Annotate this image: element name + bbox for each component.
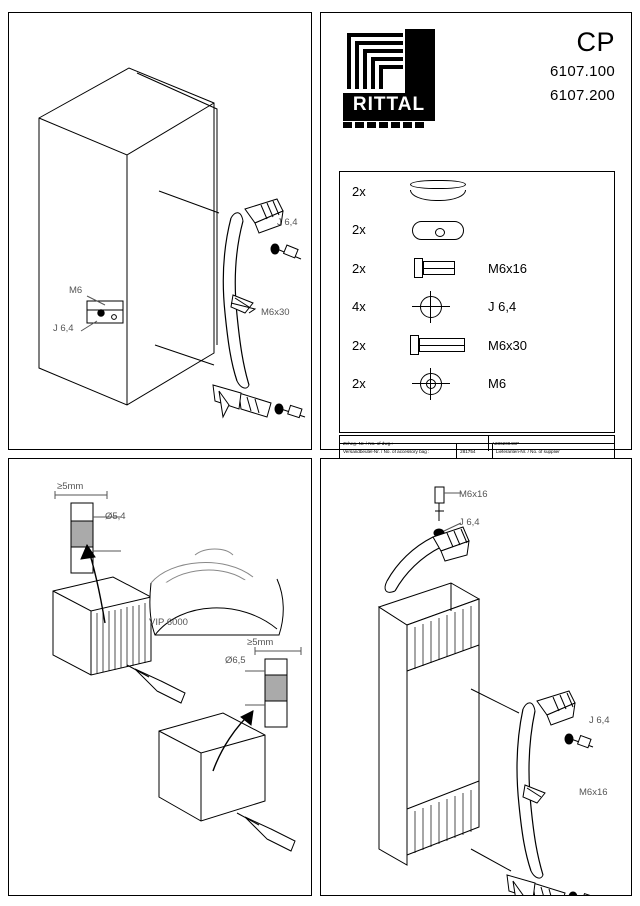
label-vip-6000: VIP 6000 <box>149 617 188 628</box>
page-title: CP <box>576 27 615 57</box>
part-label: M6x30 <box>488 337 528 353</box>
part-number-2: 6107.200 <box>550 87 615 104</box>
label-j64-top-right: J 6,4 <box>459 517 480 528</box>
table-row <box>340 288 614 327</box>
footer-dwg-value: A2362004CP <box>491 441 520 446</box>
part-icon-bolt-m6x16 <box>388 249 488 287</box>
part-icon-oval-washer <box>388 211 488 249</box>
label-m6x16-top: M6x16 <box>459 489 488 500</box>
part-icon-washer-j64 <box>388 288 488 326</box>
table-row <box>340 326 614 365</box>
logo-wordmark: RITTAL <box>343 93 435 121</box>
table-row <box>340 365 614 404</box>
panel-top-left-assembly <box>8 12 312 450</box>
label-j64-top: J 6,4 <box>277 217 298 228</box>
label-j64-right: J 6,4 <box>589 715 610 726</box>
parts-list-table <box>339 171 615 433</box>
part-icon-bolt-m6x30 <box>388 326 488 364</box>
table-row <box>340 249 614 288</box>
panel-header-parts-list <box>320 12 632 454</box>
part-qty: 2x <box>352 183 366 199</box>
part-icon-nut-m6 <box>388 365 488 403</box>
label-dia-6-5: Ø6,5 <box>225 655 246 666</box>
footer-bag-value: 281754 <box>457 444 493 458</box>
part-icon-cap-cover <box>388 172 488 210</box>
part-qty: 2x <box>352 376 366 392</box>
label-dia-5-4: Ø5,4 <box>105 511 126 522</box>
part-qty: 2x <box>352 222 366 238</box>
label-m6x16-bottom: M6x16 <box>579 787 608 798</box>
part-label: J 6,4 <box>488 299 517 315</box>
label-min-5mm-top: ≥5mm <box>57 481 84 492</box>
rittal-logo <box>343 29 435 121</box>
panel-bottom-left-drilling <box>8 458 312 896</box>
table-row <box>340 211 614 250</box>
drawing-drill-detail <box>9 459 311 895</box>
table-row <box>340 172 614 211</box>
drawing-enclosure-side-mount <box>9 13 311 449</box>
footer-dwg-label: Zcheg.-Nr. / No. of dwg.: <box>340 436 489 451</box>
label-m6x30: M6x30 <box>261 307 290 318</box>
footer-bag-label: Versandbeutel-Nr. / No. of accessory bag : <box>340 444 457 458</box>
part-qty: 4x <box>352 299 366 315</box>
label-min-5mm-bottom: ≥5mm <box>247 637 274 648</box>
logo-mark <box>343 29 435 93</box>
doc-footer-row-2 <box>339 443 615 459</box>
panel-bottom-right-assembly <box>320 458 632 896</box>
part-label: M6x16 <box>488 260 528 276</box>
footer-supplier-label: Lieferanten-Nr. / No. of supplier <box>495 448 560 454</box>
part-label: M6 <box>488 376 507 392</box>
logo-bars <box>343 122 435 128</box>
label-m6: M6 <box>69 285 83 296</box>
part-number-1: 6107.100 <box>550 63 615 80</box>
part-qty: 2x <box>352 260 366 276</box>
label-j64-left: J 6,4 <box>53 323 74 334</box>
part-qty: 2x <box>352 337 366 353</box>
